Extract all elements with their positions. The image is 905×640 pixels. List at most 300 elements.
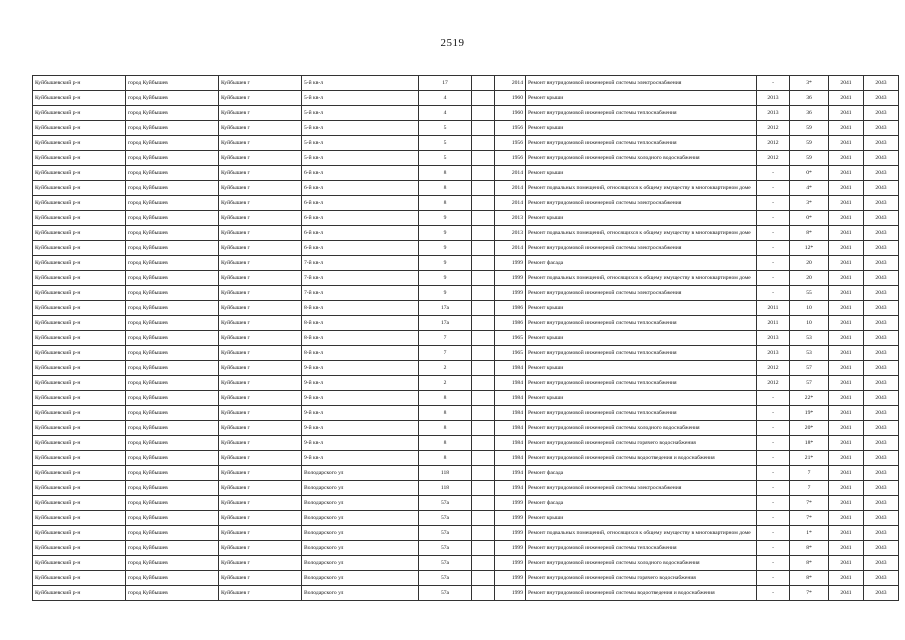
page-number: 2519 — [440, 37, 465, 49]
work-type-cell: Ремонт крыши — [526, 331, 757, 346]
street-cell: 9-й кв-л — [302, 376, 419, 391]
settlement-cell: город Куйбышев — [126, 406, 219, 421]
street-cell: 9-й кв-л — [302, 361, 419, 376]
district-cell: Куйбышевский р-н — [33, 196, 126, 211]
building-cell — [472, 136, 495, 151]
build-year-cell: 1984 — [495, 436, 526, 451]
plan-end-year-cell: 2043 — [864, 256, 899, 271]
wear-percent-cell: 8* — [790, 226, 829, 241]
district-cell: Куйбышевский р-н — [33, 526, 126, 541]
table-row — [33, 391, 899, 406]
work-type-cell: Ремонт внутридомовой инженерной системы горячего водоснабжения — [526, 571, 757, 586]
last-repair-year-cell: - — [757, 526, 790, 541]
building-cell — [472, 241, 495, 256]
table-row — [33, 136, 899, 151]
plan-end-year-cell: 2043 — [864, 346, 899, 361]
street-cell: 6-й кв-л — [302, 226, 419, 241]
wear-percent-cell: 57 — [790, 376, 829, 391]
last-repair-year-cell: 2011 — [757, 316, 790, 331]
settlement-cell: город Куйбышев — [126, 391, 219, 406]
last-repair-year-cell: - — [757, 286, 790, 301]
settlement-cell: город Куйбышев — [126, 436, 219, 451]
plan-end-year-cell: 2043 — [864, 571, 899, 586]
work-type-cell: Ремонт фасада — [526, 496, 757, 511]
building-cell — [472, 451, 495, 466]
build-year-cell: 2014 — [495, 76, 526, 91]
house-number-cell: 57а — [419, 586, 472, 601]
work-type-cell: Ремонт внутридомовой инженерной системы холодного водоснабжения — [526, 151, 757, 166]
street-cell: 5-й кв-л — [302, 91, 419, 106]
locality-cell: Куйбышев г — [219, 166, 302, 181]
work-type-cell: Ремонт крыши — [526, 211, 757, 226]
locality-cell: Куйбышев г — [219, 406, 302, 421]
build-year-cell: 1984 — [495, 376, 526, 391]
plan-start-year-cell: 2041 — [829, 316, 864, 331]
table-row — [33, 496, 899, 511]
district-cell: Куйбышевский р-н — [33, 181, 126, 196]
locality-cell: Куйбышев г — [219, 316, 302, 331]
house-number-cell: 118 — [419, 466, 472, 481]
house-number-cell: 8 — [419, 196, 472, 211]
house-number-cell: 8 — [419, 451, 472, 466]
building-cell — [472, 121, 495, 136]
build-year-cell: 1956 — [495, 151, 526, 166]
table-row — [33, 91, 899, 106]
work-type-cell: Ремонт внутридомовой инженерной системы холодного водоснабжения — [526, 421, 757, 436]
plan-start-year-cell: 2041 — [829, 301, 864, 316]
settlement-cell: город Куйбышев — [126, 526, 219, 541]
house-number-cell: 8 — [419, 436, 472, 451]
work-type-cell: Ремонт крыши — [526, 121, 757, 136]
settlement-cell: город Куйбышев — [126, 466, 219, 481]
settlement-cell: город Куйбышев — [126, 421, 219, 436]
building-cell — [472, 571, 495, 586]
build-year-cell: 1994 — [495, 466, 526, 481]
district-cell: Куйбышевский р-н — [33, 496, 126, 511]
building-cell — [472, 586, 495, 601]
plan-start-year-cell: 2041 — [829, 451, 864, 466]
plan-end-year-cell: 2043 — [864, 301, 899, 316]
plan-start-year-cell: 2041 — [829, 346, 864, 361]
plan-start-year-cell: 2041 — [829, 211, 864, 226]
building-cell — [472, 256, 495, 271]
wear-percent-cell: 3* — [790, 196, 829, 211]
district-cell: Куйбышевский р-н — [33, 121, 126, 136]
settlement-cell: город Куйбышев — [126, 211, 219, 226]
house-number-cell: 57а — [419, 496, 472, 511]
plan-end-year-cell: 2043 — [864, 496, 899, 511]
plan-end-year-cell: 2043 — [864, 136, 899, 151]
plan-end-year-cell: 2043 — [864, 226, 899, 241]
plan-end-year-cell: 2043 — [864, 481, 899, 496]
district-cell: Куйбышевский р-н — [33, 286, 126, 301]
settlement-cell: город Куйбышев — [126, 511, 219, 526]
last-repair-year-cell: 2012 — [757, 376, 790, 391]
table-row — [33, 346, 899, 361]
wear-percent-cell: 55 — [790, 286, 829, 301]
work-type-cell: Ремонт внутридомовой инженерной системы теплоснабжения — [526, 541, 757, 556]
street-cell: 6-й кв-л — [302, 181, 419, 196]
settlement-cell: город Куйбышев — [126, 346, 219, 361]
work-type-cell: Ремонт подвальных помещений, относящихся к общему имуществу в многоквартирном доме — [526, 271, 757, 286]
house-number-cell: 4 — [419, 91, 472, 106]
last-repair-year-cell: 2011 — [757, 301, 790, 316]
locality-cell: Куйбышев г — [219, 76, 302, 91]
table-row — [33, 106, 899, 121]
build-year-cell: 2013 — [495, 211, 526, 226]
locality-cell: Куйбышев г — [219, 376, 302, 391]
house-number-cell: 5 — [419, 136, 472, 151]
work-type-cell: Ремонт внутридомовой инженерной системы водоотведения и водоснабжения — [526, 451, 757, 466]
plan-start-year-cell: 2041 — [829, 511, 864, 526]
building-cell — [472, 376, 495, 391]
table-row — [33, 316, 899, 331]
wear-percent-cell: 0* — [790, 166, 829, 181]
house-number-cell: 4 — [419, 106, 472, 121]
locality-cell: Куйбышев г — [219, 541, 302, 556]
locality-cell: Куйбышев г — [219, 481, 302, 496]
work-type-cell: Ремонт внутридомовой инженерной системы теплоснабжения — [526, 136, 757, 151]
wear-percent-cell: 4* — [790, 181, 829, 196]
locality-cell: Куйбышев г — [219, 106, 302, 121]
build-year-cell: 1999 — [495, 286, 526, 301]
wear-percent-cell: 7* — [790, 511, 829, 526]
locality-cell: Куйбышев г — [219, 556, 302, 571]
build-year-cell: 2014 — [495, 241, 526, 256]
plan-start-year-cell: 2041 — [829, 76, 864, 91]
plan-start-year-cell: 2041 — [829, 391, 864, 406]
wear-percent-cell: 8* — [790, 541, 829, 556]
build-year-cell: 1999 — [495, 271, 526, 286]
wear-percent-cell: 7 — [790, 466, 829, 481]
district-cell: Куйбышевский р-н — [33, 91, 126, 106]
street-cell: 7-й кв-л — [302, 286, 419, 301]
settlement-cell: город Куйбышев — [126, 166, 219, 181]
house-number-cell: 8 — [419, 391, 472, 406]
street-cell: Володарского ул — [302, 541, 419, 556]
district-cell: Куйбышевский р-н — [33, 106, 126, 121]
table-row — [33, 226, 899, 241]
wear-percent-cell: 53 — [790, 346, 829, 361]
street-cell: 5-й кв-л — [302, 151, 419, 166]
build-year-cell: 1999 — [495, 586, 526, 601]
plan-end-year-cell: 2043 — [864, 526, 899, 541]
locality-cell: Куйбышев г — [219, 211, 302, 226]
plan-start-year-cell: 2041 — [829, 436, 864, 451]
plan-end-year-cell: 2043 — [864, 316, 899, 331]
settlement-cell: город Куйбышев — [126, 136, 219, 151]
street-cell: Володарского ул — [302, 586, 419, 601]
street-cell: 9-й кв-л — [302, 451, 419, 466]
last-repair-year-cell: - — [757, 271, 790, 286]
table-row — [33, 421, 899, 436]
plan-end-year-cell: 2043 — [864, 586, 899, 601]
wear-percent-cell: 36 — [790, 91, 829, 106]
settlement-cell: город Куйбышев — [126, 376, 219, 391]
build-year-cell: 2014 — [495, 166, 526, 181]
wear-percent-cell: 8* — [790, 556, 829, 571]
building-cell — [472, 361, 495, 376]
settlement-cell: город Куйбышев — [126, 301, 219, 316]
street-cell: 9-й кв-л — [302, 421, 419, 436]
street-cell: 8-й кв-л — [302, 316, 419, 331]
district-cell: Куйбышевский р-н — [33, 451, 126, 466]
last-repair-year-cell: - — [757, 571, 790, 586]
work-type-cell: Ремонт крыши — [526, 511, 757, 526]
house-number-cell: 9 — [419, 241, 472, 256]
table-row — [33, 211, 899, 226]
plan-end-year-cell: 2043 — [864, 211, 899, 226]
district-cell: Куйбышевский р-н — [33, 481, 126, 496]
locality-cell: Куйбышев г — [219, 286, 302, 301]
table-row — [33, 301, 899, 316]
locality-cell: Куйбышев г — [219, 466, 302, 481]
work-type-cell: Ремонт внутридомовой инженерной системы горячего водоснабжения — [526, 436, 757, 451]
building-cell — [472, 271, 495, 286]
table-row — [33, 256, 899, 271]
wear-percent-cell: 20* — [790, 421, 829, 436]
last-repair-year-cell: 2012 — [757, 136, 790, 151]
building-cell — [472, 496, 495, 511]
work-type-cell: Ремонт внутридомовой инженерной системы теплоснабжения — [526, 316, 757, 331]
street-cell: Володарского ул — [302, 556, 419, 571]
settlement-cell: город Куйбышев — [126, 316, 219, 331]
table-row — [33, 526, 899, 541]
house-number-cell: 8 — [419, 421, 472, 436]
settlement-cell: город Куйбышев — [126, 226, 219, 241]
street-cell: 7-й кв-л — [302, 271, 419, 286]
settlement-cell: город Куйбышев — [126, 106, 219, 121]
building-cell — [472, 181, 495, 196]
street-cell: 8-й кв-л — [302, 331, 419, 346]
plan-end-year-cell: 2043 — [864, 331, 899, 346]
street-cell: Володарского ул — [302, 496, 419, 511]
build-year-cell: 2014 — [495, 196, 526, 211]
table-row — [33, 151, 899, 166]
wear-percent-cell: 57 — [790, 361, 829, 376]
plan-end-year-cell: 2043 — [864, 196, 899, 211]
work-type-cell: Ремонт крыши — [526, 166, 757, 181]
build-year-cell: 1960 — [495, 91, 526, 106]
district-cell: Куйбышевский р-н — [33, 586, 126, 601]
house-number-cell: 9 — [419, 256, 472, 271]
plan-start-year-cell: 2041 — [829, 496, 864, 511]
house-number-cell: 57а — [419, 556, 472, 571]
district-cell: Куйбышевский р-н — [33, 331, 126, 346]
district-cell: Куйбышевский р-н — [33, 271, 126, 286]
plan-start-year-cell: 2041 — [829, 286, 864, 301]
wear-percent-cell: 8* — [790, 571, 829, 586]
plan-end-year-cell: 2043 — [864, 91, 899, 106]
settlement-cell: город Куйбышев — [126, 181, 219, 196]
table-row — [33, 121, 899, 136]
locality-cell: Куйбышев г — [219, 181, 302, 196]
plan-end-year-cell: 2043 — [864, 556, 899, 571]
wear-percent-cell: 36 — [790, 106, 829, 121]
table-row — [33, 571, 899, 586]
work-type-cell: Ремонт внутридомовой инженерной системы электроснабжения — [526, 196, 757, 211]
plan-start-year-cell: 2041 — [829, 481, 864, 496]
plan-start-year-cell: 2041 — [829, 181, 864, 196]
house-number-cell: 5 — [419, 121, 472, 136]
last-repair-year-cell: - — [757, 421, 790, 436]
plan-end-year-cell: 2043 — [864, 166, 899, 181]
locality-cell: Куйбышев г — [219, 361, 302, 376]
table-row — [33, 361, 899, 376]
plan-end-year-cell: 2043 — [864, 151, 899, 166]
house-number-cell: 57а — [419, 571, 472, 586]
district-cell: Куйбышевский р-н — [33, 226, 126, 241]
district-cell: Куйбышевский р-н — [33, 241, 126, 256]
street-cell: 5-й кв-л — [302, 76, 419, 91]
locality-cell: Куйбышев г — [219, 226, 302, 241]
building-cell — [472, 301, 495, 316]
plan-start-year-cell: 2041 — [829, 421, 864, 436]
district-cell: Куйбышевский р-н — [33, 361, 126, 376]
plan-end-year-cell: 2043 — [864, 511, 899, 526]
build-year-cell: 1986 — [495, 301, 526, 316]
build-year-cell: 1984 — [495, 451, 526, 466]
district-cell: Куйбышевский р-н — [33, 391, 126, 406]
settlement-cell: город Куйбышев — [126, 361, 219, 376]
work-type-cell: Ремонт внутридомовой инженерной системы теплоснабжения — [526, 376, 757, 391]
plan-start-year-cell: 2041 — [829, 166, 864, 181]
building-cell — [472, 421, 495, 436]
last-repair-year-cell: 2012 — [757, 361, 790, 376]
building-cell — [472, 331, 495, 346]
build-year-cell: 1999 — [495, 256, 526, 271]
building-cell — [472, 406, 495, 421]
last-repair-year-cell: - — [757, 211, 790, 226]
locality-cell: Куйбышев г — [219, 421, 302, 436]
settlement-cell: город Куйбышев — [126, 481, 219, 496]
building-cell — [472, 346, 495, 361]
table-row — [33, 241, 899, 256]
street-cell: Володарского ул — [302, 571, 419, 586]
district-cell: Куйбышевский р-н — [33, 301, 126, 316]
street-cell: Володарского ул — [302, 511, 419, 526]
build-year-cell: 1956 — [495, 121, 526, 136]
plan-start-year-cell: 2041 — [829, 331, 864, 346]
last-repair-year-cell: 2013 — [757, 91, 790, 106]
plan-start-year-cell: 2041 — [829, 541, 864, 556]
house-number-cell: 17 — [419, 76, 472, 91]
table-row — [33, 331, 899, 346]
house-number-cell: 17а — [419, 301, 472, 316]
table-row — [33, 286, 899, 301]
locality-cell: Куйбышев г — [219, 151, 302, 166]
work-type-cell: Ремонт внутридомовой инженерной системы водоотведения и водоснабжения — [526, 586, 757, 601]
wear-percent-cell: 18* — [790, 436, 829, 451]
plan-end-year-cell: 2043 — [864, 541, 899, 556]
locality-cell: Куйбышев г — [219, 451, 302, 466]
street-cell: 5-й кв-л — [302, 121, 419, 136]
last-repair-year-cell: - — [757, 586, 790, 601]
street-cell: 8-й кв-л — [302, 301, 419, 316]
street-cell: 9-й кв-л — [302, 406, 419, 421]
settlement-cell: город Куйбышев — [126, 586, 219, 601]
plan-start-year-cell: 2041 — [829, 271, 864, 286]
plan-start-year-cell: 2041 — [829, 376, 864, 391]
build-year-cell: 1965 — [495, 346, 526, 361]
street-cell: 6-й кв-л — [302, 211, 419, 226]
plan-start-year-cell: 2041 — [829, 586, 864, 601]
locality-cell: Куйбышев г — [219, 391, 302, 406]
table-row — [33, 76, 899, 91]
house-number-cell: 8 — [419, 166, 472, 181]
district-cell: Куйбышевский р-н — [33, 211, 126, 226]
locality-cell: Куйбышев г — [219, 121, 302, 136]
table-row — [33, 436, 899, 451]
wear-percent-cell: 59 — [790, 121, 829, 136]
plan-start-year-cell: 2041 — [829, 151, 864, 166]
work-type-cell: Ремонт крыши — [526, 301, 757, 316]
plan-start-year-cell: 2041 — [829, 226, 864, 241]
wear-percent-cell: 19* — [790, 406, 829, 421]
work-type-cell: Ремонт подвальных помещений, относящихся к общему имуществу в многоквартирном доме — [526, 226, 757, 241]
settlement-cell: город Куйбышев — [126, 196, 219, 211]
plan-end-year-cell: 2043 — [864, 406, 899, 421]
work-type-cell: Ремонт внутридомовой инженерной системы электроснабжения — [526, 286, 757, 301]
plan-start-year-cell: 2041 — [829, 256, 864, 271]
plan-start-year-cell: 2041 — [829, 121, 864, 136]
plan-start-year-cell: 2041 — [829, 91, 864, 106]
table-row — [33, 466, 899, 481]
last-repair-year-cell: - — [757, 466, 790, 481]
house-number-cell: 9 — [419, 271, 472, 286]
locality-cell: Куйбышев г — [219, 256, 302, 271]
work-type-cell: Ремонт фасада — [526, 256, 757, 271]
district-cell: Куйбышевский р-н — [33, 421, 126, 436]
house-number-cell: 2 — [419, 361, 472, 376]
build-year-cell: 1999 — [495, 511, 526, 526]
plan-end-year-cell: 2043 — [864, 436, 899, 451]
house-number-cell: 9 — [419, 226, 472, 241]
table-row — [33, 511, 899, 526]
locality-cell: Куйбышев г — [219, 526, 302, 541]
plan-end-year-cell: 2043 — [864, 451, 899, 466]
last-repair-year-cell: - — [757, 256, 790, 271]
plan-end-year-cell: 2043 — [864, 271, 899, 286]
wear-percent-cell: 1* — [790, 526, 829, 541]
settlement-cell: город Куйбышев — [126, 271, 219, 286]
district-cell: Куйбышевский р-н — [33, 136, 126, 151]
last-repair-year-cell: 2013 — [757, 106, 790, 121]
wear-percent-cell: 22* — [790, 391, 829, 406]
wear-percent-cell: 10 — [790, 316, 829, 331]
plan-end-year-cell: 2043 — [864, 466, 899, 481]
wear-percent-cell: 59 — [790, 151, 829, 166]
building-cell — [472, 541, 495, 556]
district-cell: Куйбышевский р-н — [33, 151, 126, 166]
settlement-cell: город Куйбышев — [126, 556, 219, 571]
last-repair-year-cell: - — [757, 166, 790, 181]
locality-cell: Куйбышев г — [219, 496, 302, 511]
street-cell: 5-й кв-л — [302, 136, 419, 151]
district-cell: Куйбышевский р-н — [33, 556, 126, 571]
build-year-cell: 1984 — [495, 406, 526, 421]
locality-cell: Куйбышев г — [219, 196, 302, 211]
build-year-cell: 1986 — [495, 316, 526, 331]
build-year-cell: 1999 — [495, 556, 526, 571]
table-body — [33, 76, 899, 601]
plan-start-year-cell: 2041 — [829, 136, 864, 151]
wear-percent-cell: 12* — [790, 241, 829, 256]
plan-end-year-cell: 2043 — [864, 376, 899, 391]
settlement-cell: город Куйбышев — [126, 256, 219, 271]
work-type-cell: Ремонт внутридомовой инженерной системы электроснабжения — [526, 481, 757, 496]
locality-cell: Куйбышев г — [219, 136, 302, 151]
